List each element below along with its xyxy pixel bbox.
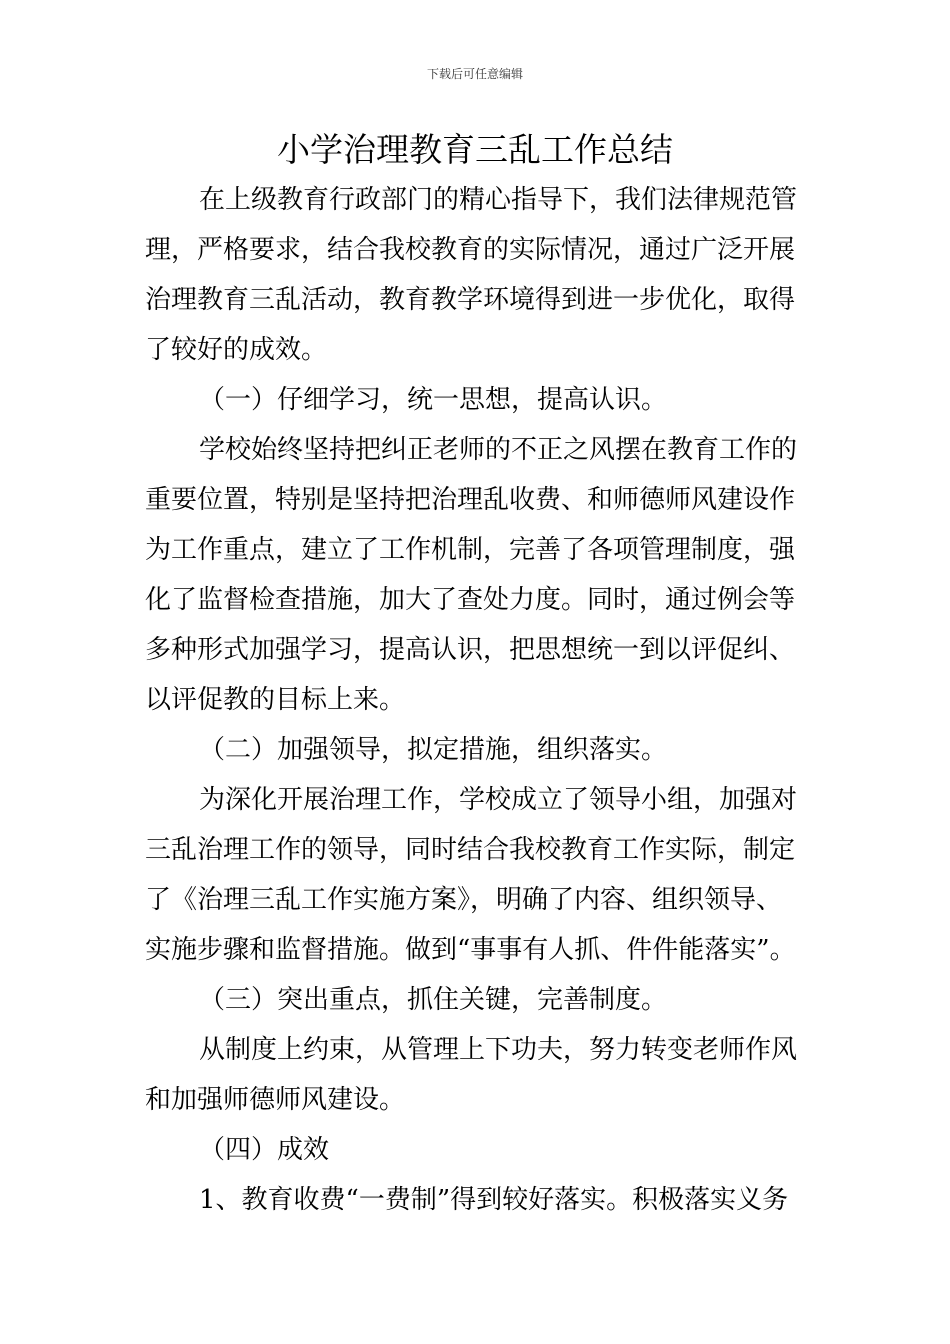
- paragraph-line: 三乱治理工作的领导，同时结合我校教育工作实际，制定: [145, 835, 796, 865]
- paragraph-line: 为工作重点，建立了工作机制，完善了各项管理制度，强: [145, 535, 796, 565]
- paragraph-line: 化了监督检查措施，加大了查处力度。同时，通过例会等: [145, 585, 796, 615]
- paragraph-line: 了较好的成效。: [145, 335, 328, 365]
- paragraph-line: 治理教育三乱活动，教育教学环境得到进一步优化，取得: [145, 285, 796, 315]
- paragraph-line: 了《治理三乱工作实施方案》，明确了内容、组织领导、: [145, 885, 783, 915]
- paragraph-line: 学校始终坚持把纠正老师的不正之风摆在教育工作的: [199, 435, 798, 465]
- paragraph-line: 和加强师德师风建设。: [145, 1085, 406, 1115]
- section-heading-1: （一）仔细学习，统一思想，提高认识。: [199, 385, 668, 415]
- document-title: 小学治理教育三乱工作总结: [277, 130, 673, 169]
- paragraph-line: 从制度上约束，从管理上下功夫，努力转变老师作风: [199, 1035, 798, 1065]
- paragraph-line: 为深化开展治理工作，学校成立了领导小组，加强对: [199, 785, 798, 815]
- paragraph-line: 1、教育收费“一费制”得到较好落实。积极落实义务: [199, 1185, 789, 1215]
- paragraph-line: 理，严格要求，结合我校教育的实际情况，通过广泛开展: [145, 235, 796, 265]
- section-heading-4: （四）成效: [199, 1135, 330, 1165]
- header-note: 下载后可任意编辑: [426, 67, 523, 81]
- paragraph-line: 以评促教的目标上来。: [145, 685, 406, 715]
- section-heading-3: （三）突出重点，抓住关键，完善制度。: [199, 985, 668, 1015]
- paragraph-line: 在上级教育行政部门的精心指导下，我们法律规范管: [199, 185, 798, 215]
- paragraph-line: 实施步骤和监督措施。做到“事事有人抓、件件能落实”。: [145, 935, 796, 965]
- paragraph-line: 重要位置，特别是坚持把治理乱收费、和师德师风建设作: [145, 485, 796, 515]
- section-heading-2: （二）加强领导，拟定措施，组织落实。: [199, 735, 668, 765]
- paragraph-line: 多种形式加强学习，提高认识，把思想统一到以评促纠、: [145, 635, 796, 665]
